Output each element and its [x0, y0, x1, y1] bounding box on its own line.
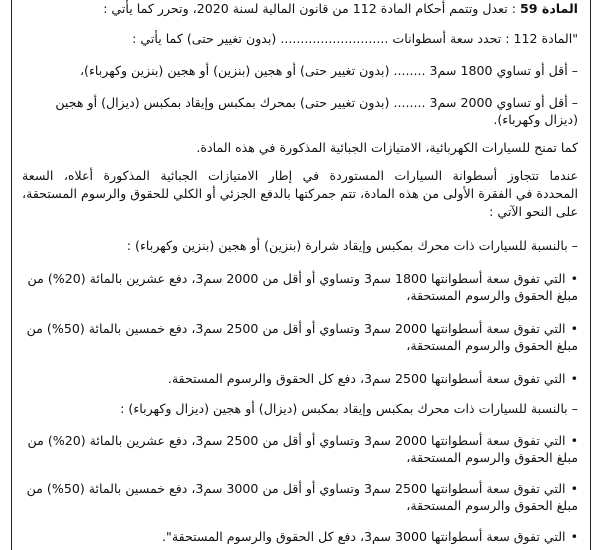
article-heading-text: : تعدل وتتمم أحكام المادة 112 من قانون المالية لسنة 2020، وتحرر كما يأتي : [103, 1, 516, 16]
list-item: •التي تفوق سعة أسطوانتها 2000 سم3 وتساوي أو أقل من 2500 سم3، دفع عشرين بالمائة (20%) من [27, 433, 578, 448]
list-item: •التي تفوق سعة أسطوانتها 2500 سم3 وتساوي أو أقل من 3000 سم3، دفع خمسين بالمائة (50%) من [26, 481, 578, 496]
list-item-continued: مبلغ الحقوق والرسوم المستحقة، [406, 338, 578, 353]
list-item: •التي تفوق سعة أسطوانتها 1800 سم3 وتساوي أو أقل من 2000 سم3، دفع عشرين بالمائة (20%) من [27, 271, 578, 286]
left-margin-rule [11, 0, 12, 550]
list-item: •التي تفوق سعة أسطوانتها 2000 سم3 وتساوي أو أقل من 2500 سم3، دفع خمسين بالمائة (50%) من [26, 321, 578, 336]
bullet-icon: • [570, 321, 578, 336]
right-margin-rule [590, 0, 591, 550]
bullet-icon: • [570, 529, 578, 544]
bullet-icon: • [570, 371, 578, 386]
diesel-section-title: – بالنسبة للسيارات ذات محرك بمكبس وإيقاد بمكبس (ديزال) أو هجين (ديزال وكهرباء) : [120, 401, 578, 416]
capacity-rule-petrol: – أقل أو تساوي 1800 سم3 ........ (بدون تغيير حتى) أو هجين (بنزين) أو هجين (بنزين وكهرباء)، [79, 63, 578, 78]
list-item-continued: مبلغ الحقوق والرسوم المستحقة، [406, 498, 578, 513]
excess-paragraph-line: على النحو الآتي : [489, 204, 578, 219]
list-item: •التي تفوق سعة أسطوانتها 2500 سم3، دفع كل الحقوق والرسوم المستحقة. [167, 371, 578, 386]
list-item: •التي تفوق سعة أسطوانتها 3000 سم3، دفع كل الحقوق والرسوم المستحقة". [162, 529, 578, 544]
excess-paragraph-line: المحددة في الفقرة الأولى من هذه المادة، تتم جمركتها بالدفع الجزئي أو الكلي للحقوق والرسوم المستحقة، [22, 186, 578, 201]
excess-paragraph-line: عندما تتجاوز أسطوانة السيارات المستوردة في إطار الامتيازات الجبائية المذكورة أعلاه، السعة [22, 168, 578, 183]
article-label: المادة 59 [519, 1, 578, 16]
petrol-section-title: – بالنسبة للسيارات ذات محرك بمكبس وإيقاد شرارة (بنزين) أو هجين (بنزين وكهرباء) : [126, 238, 578, 253]
capacity-rule-diesel: – أقل أو تساوي 2000 سم3 ........ (بدون تغيير حتى) بمحرك بمكبس وإيقاد بمكبس (ديزال) أو هجين [55, 95, 578, 110]
bullet-icon: • [570, 271, 578, 286]
electric-vehicles-note: كما تمنح للسيارات الكهربائية، الامتيازات الجبائية المذكورة في هذه المادة. [196, 140, 578, 155]
article-heading [22, 1, 578, 17]
list-item-continued: مبلغ الحقوق والرسوم المستحقة، [406, 288, 578, 303]
quoted-article: "المادة 112 : تحدد سعة أسطوانات ........................... (بدون تغيير حتى) كما يأتي : [132, 31, 578, 46]
bullet-icon: • [570, 481, 578, 496]
capacity-rule-diesel-continued: (ديزال وكهرباء). [493, 112, 578, 127]
list-item-continued: مبلغ الحقوق والرسوم المستحقة، [406, 450, 578, 465]
bullet-icon: • [570, 433, 578, 448]
